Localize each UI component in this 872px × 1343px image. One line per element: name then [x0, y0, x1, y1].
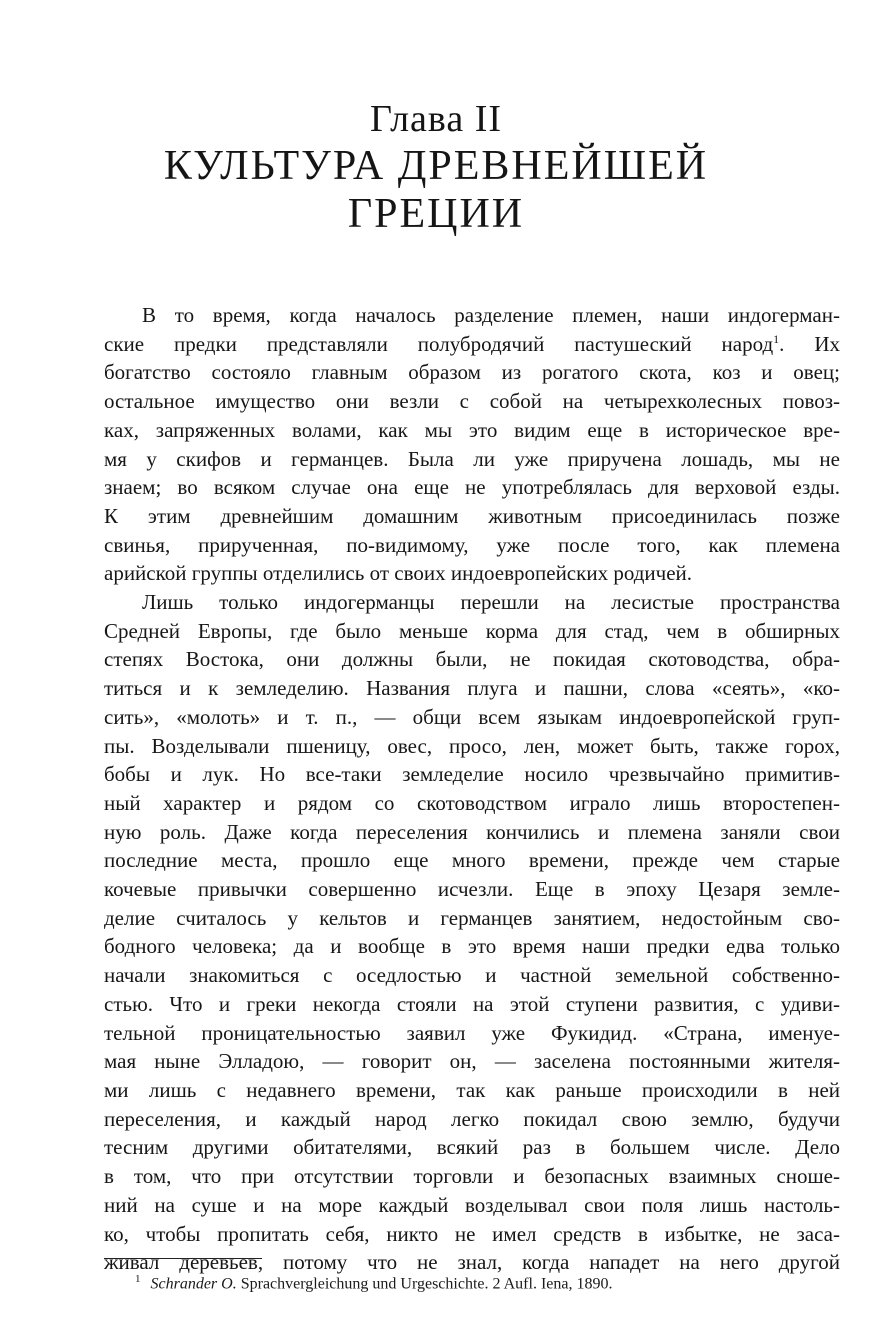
text-line: бобы и лук. Но все-таки земледелие носило чрезвычайно примитив- — [104, 762, 840, 787]
chapter-title-line-2: ГРЕЦИИ — [347, 191, 525, 237]
text-line: мая ныне Элладою, — говорит он, — заселена постоянными жителя- — [104, 1049, 840, 1074]
text-line: знаем; во всяком случае она еще не употреблялась для верховой езды. — [104, 475, 840, 500]
chapter-title-line-1: КУЛЬТУРА ДРЕВНЕЙШЕЙ — [163, 143, 709, 189]
text-line: ко, чтобы пропитать себя, никто не имел средств в избытке, не заса- — [104, 1221, 840, 1246]
text-line: ний на суше и на море каждый возделывал свои поля лишь настоль- — [104, 1192, 840, 1217]
text-line: В то время, когда началось разделение племен, наши индогерман- — [142, 303, 840, 327]
text-line: Лишь только индогерманцы перешли на лесистые пространства — [142, 590, 840, 615]
text-line: ми лишь с недавнего времени, так как раньше происходили в ней — [104, 1077, 840, 1102]
text-line: свинья, прирученная, по-видимому, уже после того, как племена — [104, 532, 840, 557]
text-line: ный характер и рядом со скотоводством играло лишь второстепен- — [104, 790, 840, 815]
body-text — [104, 301, 840, 1277]
text-line: титься и к земледелию. Названия плуга и пашни, слова «сеять», «ко- — [104, 676, 840, 701]
text-line: остальное имущество они везли с собой на четырехколесных повоз- — [104, 389, 840, 414]
chapter-label: Глава II — [369, 98, 503, 140]
text-line: пы. Возделывали пшеницу, овес, просо, лен, может быть, также горох, — [104, 733, 840, 758]
text-line: К этим древнейшим домашним животным присоединилась позже — [104, 503, 840, 528]
text-line: тельной проницательностью заявил уже Фукидид. «Страна, именуе- — [104, 1020, 840, 1045]
text-line: тесним другими обитателями, всякий раз в большем числе. Дело — [104, 1135, 840, 1160]
text-line: сить», «молоть» и т. п., — общи всем языкам индоевропейской груп- — [104, 704, 840, 729]
text-line: Средней Европы, где было меньше корма для стад, чем в обширных — [104, 618, 840, 643]
footnote-divider — [104, 1258, 262, 1259]
chapter-heading — [0, 96, 872, 238]
footnote-author: Schrander O. — [150, 1275, 237, 1293]
text-line: кочевые привычки совершенно исчезли. Еще в эпоху Цезаря земле- — [104, 877, 840, 902]
text-line-with-footnote-ref — [104, 330, 840, 359]
text-line: степях Востока, они должны были, не покидая скотоводства, обра- — [104, 647, 840, 672]
text-line: арийской группы отделились от своих индоевропейских родичей. — [104, 561, 693, 586]
footnote-text: Sprachvergleichung und Urgeschichte. 2 Aufl. Iena, 1890. — [240, 1275, 613, 1293]
text-line: ках, запряженных волами, как мы это видим еще в историческое вре- — [104, 417, 840, 442]
text-line: бодного человека; да и вообще в это время наши предки едва только — [104, 934, 840, 959]
text-line-part: . Их — [779, 331, 840, 356]
footnote-reference[interactable]: 1 — [773, 331, 780, 346]
footnote — [135, 1268, 835, 1295]
text-line: мя у скифов и германцев. Была ли уже приручена лошадь, мы не — [104, 446, 840, 471]
footnote-mark: 1 — [135, 1273, 141, 1285]
text-line: делие считалось у кельтов и германцев занятием, недостойным сво- — [104, 905, 840, 930]
text-line: в том, что при отсутствии торговли и безопасных взаимных сноше- — [104, 1164, 840, 1189]
text-line: начали знакомиться с оседлостью и частной земельной собственно- — [104, 963, 840, 988]
text-line-part: ские предки представляли полубродячий пастушеский народ — [104, 331, 774, 356]
text-line: стью. Что и греки некогда стояли на этой ступени развития, с удиви- — [104, 991, 840, 1016]
text-line: живал деревьев, потому что не знал, когда нападет на него другой — [104, 1250, 840, 1275]
text-line: ную роль. Даже когда переселения кончились и племена заняли свои — [104, 819, 840, 844]
text-line: последние места, прошло еще много времени, прежде чем старые — [104, 848, 840, 873]
text-line: богатство состояло главным образом из рогатого скота, коз и овец; — [104, 360, 840, 385]
text-line: переселения, и каждый народ легко покидал свою землю, будучи — [104, 1106, 840, 1131]
